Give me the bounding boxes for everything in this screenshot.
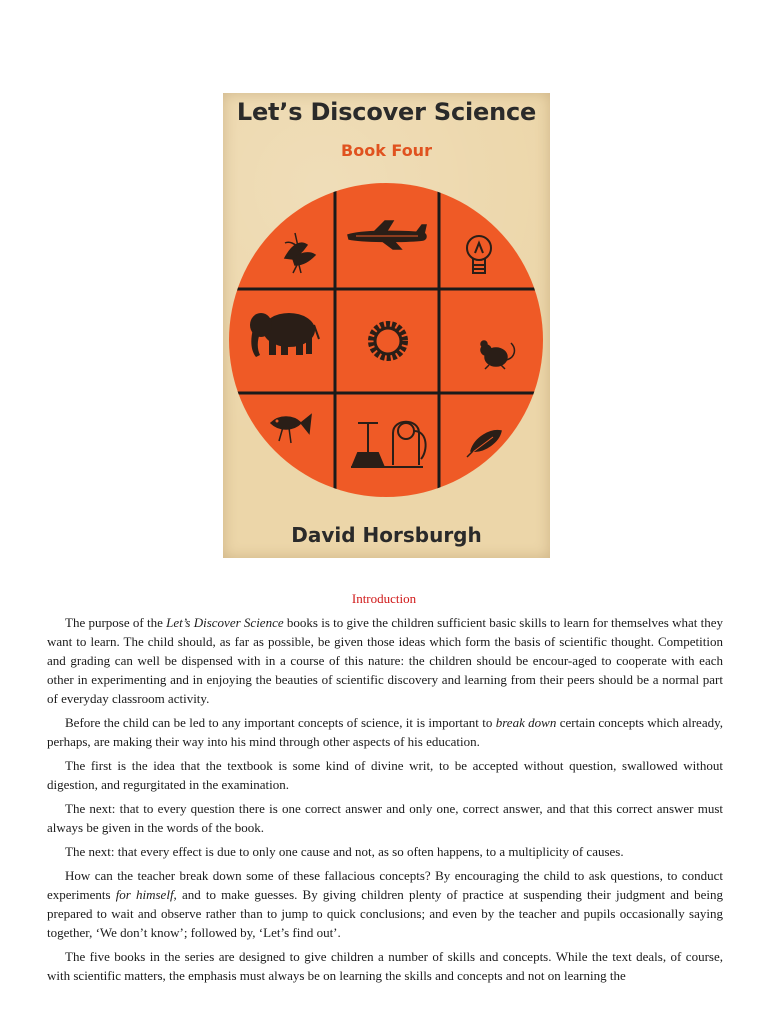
- italic-text: break down: [495, 715, 557, 730]
- cover-title: Let’s Discover Science: [236, 98, 537, 126]
- text-run: The next: that every effect is due to only one cause and not, as so often happens, to a multiplicity of causes.: [65, 844, 624, 859]
- paragraph: [47, 799, 723, 837]
- paragraph: [47, 613, 723, 708]
- text-run: The five books in the series are designed to give children a number of skills and concepts. While the text deals, of course, with scientific matters, the emphasis must always be on learning the skills and concepts and not on learning the: [47, 949, 723, 983]
- paragraph: [47, 842, 723, 861]
- section-heading: Introduction: [351, 591, 417, 606]
- text-run: Before the child can be led to any important concepts of science, it is important to: [65, 715, 496, 730]
- text-run: certain concepts which already, perhaps, are making their way into his mind through other aspects of his education.: [47, 715, 723, 749]
- cover-author: David Horsburgh: [291, 523, 482, 547]
- paragraph: [47, 866, 723, 942]
- paragraph: [47, 756, 723, 794]
- text-run: The first is the idea that the textbook is some kind of divine writ, to be accepted without question, swallowed without digestion, and regurgitated in the examination.: [47, 758, 723, 792]
- text-run: The next: that to every question there is one correct answer and only one, correct answer, and that this correct answer must always be given in the words of the book.: [47, 801, 723, 835]
- cover-subtitle: Book Four: [341, 141, 432, 160]
- text-run: The purpose of the: [65, 615, 167, 630]
- italic-text: Let’s Discover Science: [166, 615, 284, 630]
- cover-illustration: [223, 93, 550, 558]
- paragraph: [47, 947, 723, 985]
- paragraph: [47, 713, 723, 751]
- italic-text: for himself,: [115, 887, 177, 902]
- text-run: and to make guesses. By giving children plenty of practice at suspending their judgment and being prepared to wait and observe rather than to jump to quick conclusions; and even by the teacher and pupils occasionally saying together, ‘We don’t know’; followed by, ‘Let’s find out’.: [47, 887, 723, 940]
- text-run: books is to give the children sufficient basic skills to learn for themselves what they want to learn. The child should, as far as possible, be given those ideas which form the basis of scientific thought. Competition and grading can well be dispensed with in a course of this nature: the children should be encour-aged to cooperate with each other in experimenting and in enjoying the beauties of scientific discovery and learning from their peers should be a normal part of everyday classroom activity.: [47, 615, 723, 706]
- body-text: [47, 613, 723, 990]
- text-run: How can the teacher break down some of these fallacious concepts? By encouraging the child to ask questions, to conduct experiments: [47, 868, 723, 902]
- book-cover: [223, 93, 550, 558]
